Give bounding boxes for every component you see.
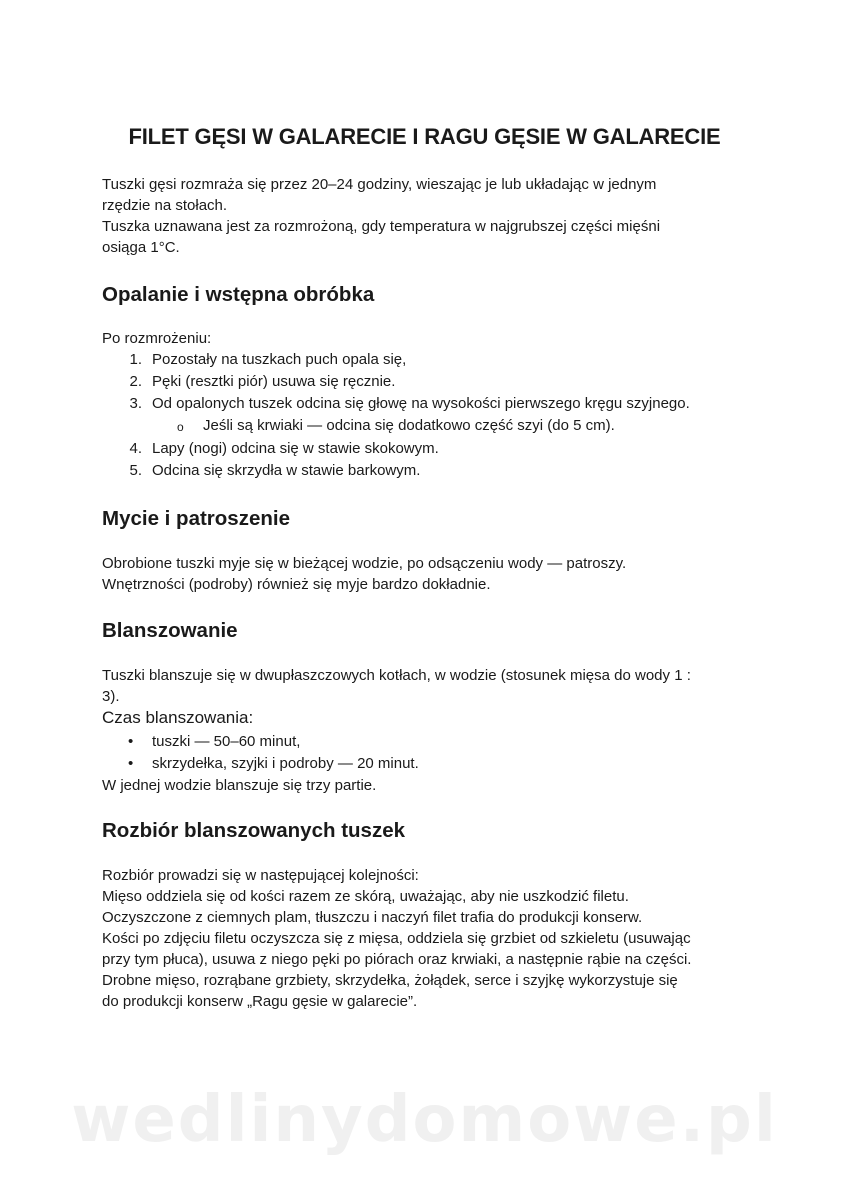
list-text: Odcina się skrzydła w stawie barkowym. bbox=[152, 462, 421, 479]
list-text: skrzydełka, szyjki i podroby — 20 minut. bbox=[152, 755, 419, 772]
intro-line: osiąga 1°C. bbox=[102, 239, 180, 256]
paragraph-line: przy tym płuca), usuwa z niego pęki po piórach oraz krwiaki, a następnie rąbie na części. bbox=[102, 951, 692, 968]
list-text: Lapy (nogi) odcina się w stawie skokowym. bbox=[152, 440, 439, 457]
watermark: wedlinydomowe.pl bbox=[71, 1083, 778, 1157]
circle-bullet-icon: o bbox=[177, 420, 184, 434]
paragraph-line: Kości po zdjęciu filetu oczyszcza się z mięsa, oddziela się grzbiet od szkieletu (usuwając bbox=[102, 930, 691, 947]
document-title: FILET GĘSI W GALARECIE I RAGU GĘSIE W GALARECIE bbox=[128, 124, 721, 149]
list-text: Pozostały na tuszkach puch opala się, bbox=[152, 351, 407, 368]
paragraph-line: Rozbiór prowadzi się w następującej kolejności: bbox=[102, 867, 419, 884]
list-number: 3. bbox=[129, 395, 142, 412]
list-number: 1. bbox=[129, 351, 142, 368]
list-text: Jeśli są krwiaki — odcina się dodatkowo część szyi (do 5 cm). bbox=[203, 417, 615, 434]
section-heading-opalanie: Opalanie i wstępna obróbka bbox=[102, 283, 375, 306]
paragraph-line: Oczyszczone z ciemnych plam, tłuszczu i naczyń filet trafia do produkcji konserw. bbox=[102, 909, 643, 926]
section-heading-mycie: Mycie i patroszenie bbox=[102, 507, 290, 530]
paragraph-line: Wnętrzności (podroby) również się myje bardzo dokładnie. bbox=[102, 576, 491, 593]
list-text: Pęki (resztki piór) usuwa się ręcznie. bbox=[152, 373, 396, 390]
paragraph-line: W jednej wodzie blanszuje się trzy partie. bbox=[102, 777, 377, 794]
section-heading-blanszowanie: Blanszowanie bbox=[102, 619, 238, 642]
list-number: 2. bbox=[129, 373, 142, 390]
paragraph-line: Obrobione tuszki myje się w bieżącej wodzie, po odsączeniu wody — patroszy. bbox=[102, 555, 627, 572]
paragraph-line: Drobne mięso, rozrąbane grzbiety, skrzydełka, żołądek, serce i szyjkę wykorzystuje się bbox=[102, 972, 678, 989]
intro-line: Tuszki gęsi rozmraża się przez 20–24 godziny, wieszając je lub układając w jednym bbox=[102, 176, 657, 193]
intro-line: rzędzie na stołach. bbox=[102, 197, 228, 214]
intro-line: Tuszka uznawana jest za rozmrożoną, gdy temperatura w najgrubszej części mięśni bbox=[102, 218, 661, 235]
paragraph-line: Mięso oddziela się od kości razem ze skórą, uważając, aby nie uszkodzić filetu. bbox=[102, 888, 629, 905]
section-heading-rozbior: Rozbiór blanszowanych tuszek bbox=[102, 819, 405, 842]
list-text: Od opalonych tuszek odcina się głowę na wysokości pierwszego kręgu szyjnego. bbox=[152, 395, 690, 412]
bullet-icon: • bbox=[128, 733, 134, 750]
list-number: 4. bbox=[129, 440, 142, 457]
paragraph-line: 3). bbox=[102, 688, 120, 705]
list-text: tuszki — 50–60 minut, bbox=[152, 733, 301, 750]
czas-label: Czas blanszowania: bbox=[102, 708, 254, 727]
section-lead: Po rozmrożeniu: bbox=[102, 330, 212, 347]
list-number: 5. bbox=[129, 462, 142, 479]
bullet-icon: • bbox=[128, 755, 134, 772]
paragraph-line: do produkcji konserw „Ragu gęsie w galarecie”. bbox=[102, 993, 418, 1010]
paragraph-line: Tuszki blanszuje się w dwupłaszczowych kotłach, w wodzie (stosunek mięsa do wody 1 : bbox=[102, 667, 691, 684]
